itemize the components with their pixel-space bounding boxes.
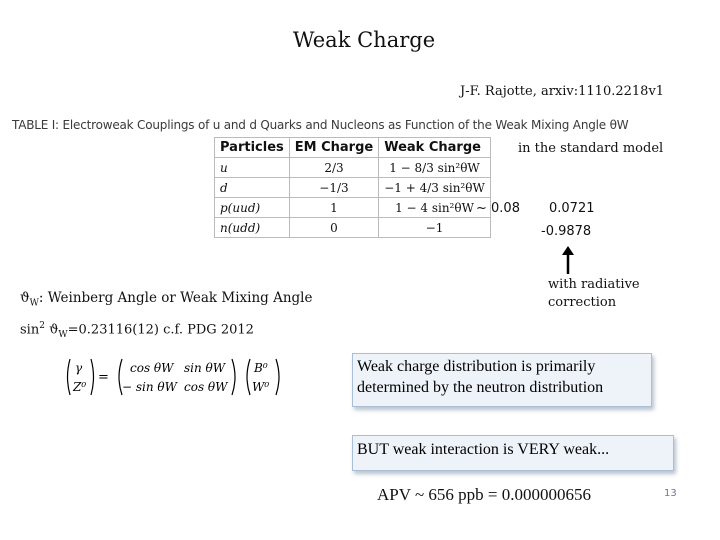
theta-subscript: W [29,298,39,309]
sin2-prefix: sin [20,322,40,338]
matrix-m22: cos θW [184,380,228,394]
coupling-table [214,137,491,238]
table-row [215,178,491,198]
equals-sign: = [98,370,109,385]
matrix-left-top: γ [75,361,83,375]
neutron-distribution-callout [352,353,652,407]
matrix-m12: sin θW [184,361,226,375]
sin2-subscript: W [58,329,68,340]
mixing-matrix-equation [64,355,304,399]
callout-line: determined by the neutron distribution [357,379,604,396]
table-cell: 1 [289,198,378,218]
slide-title: Weak Charge [292,28,436,52]
table-cell: u [215,158,290,178]
table-cell: −1 + 4/3 sin²θW [379,178,491,198]
table-cell: n(udd) [215,218,290,238]
up-arrow-icon [561,245,575,275]
matrix-left-bottom: Z⁰ [73,380,87,394]
table-header-row [215,138,491,158]
callout-line: Weak charge distribution is primarily [357,358,596,375]
matrix-m21: − sin θW [122,380,177,394]
standard-model-label: in the standard model [518,141,664,156]
matrix-m11: cos θW [130,361,174,375]
weak-interaction-callout: BUT weak interaction is VERY weak... [352,435,674,471]
table-row [215,218,491,238]
table-row [215,198,491,218]
matrix-right-bottom: W⁰ [252,380,270,394]
reference-citation: J-F. Rajotte, arxiv:1110.2218v1 [460,84,665,99]
table-cell: 1 − 8/3 sin²θW [379,158,491,178]
theta-symbol: ϑ [20,290,30,306]
table-cell: p(uud) [215,198,290,218]
sin2-value: =0.23116(12) c.f. PDG 2012 [67,322,254,338]
weinberg-angle-definition [20,290,313,309]
table-cell: 0 [289,218,378,238]
table-row [215,158,491,178]
radiative-note-line: with radiative [548,277,640,292]
slide-number: 13 [664,488,677,499]
sin2-superscript: 2 [39,321,45,331]
table-cell: 1 − 4 sin²θW [379,198,491,218]
apv-value: APV ~ 656 ppb = 0.000000656 [377,485,591,504]
approx-label: ~ 0.08 [476,201,520,216]
matrix-right-top: B⁰ [254,361,268,375]
table-caption: TABLE I: Electroweak Couplings of u and d Quarks and Nucleons as Function of the Weak Mixing Angle θW [12,118,629,132]
radiative-note-line: correction [548,295,617,310]
table-cell: 2/3 [289,158,378,178]
table-cell: −1/3 [289,178,378,198]
table-cell: −1 [379,218,491,238]
sin2-value-line [20,321,254,340]
neutron-weak-charge-value: -0.9878 [541,224,592,239]
radiative-correction-note [548,276,640,312]
sin2-theta: ϑ [44,322,59,338]
theta-definition-text: : Weinberg Angle or Weak Mixing Angle [38,290,313,306]
proton-weak-charge-value: 0.0721 [549,201,595,216]
table-header: EM Charge [289,138,378,158]
table-cell: d [215,178,290,198]
table-header: Weak Charge [379,138,491,158]
table-header: Particles [215,138,290,158]
